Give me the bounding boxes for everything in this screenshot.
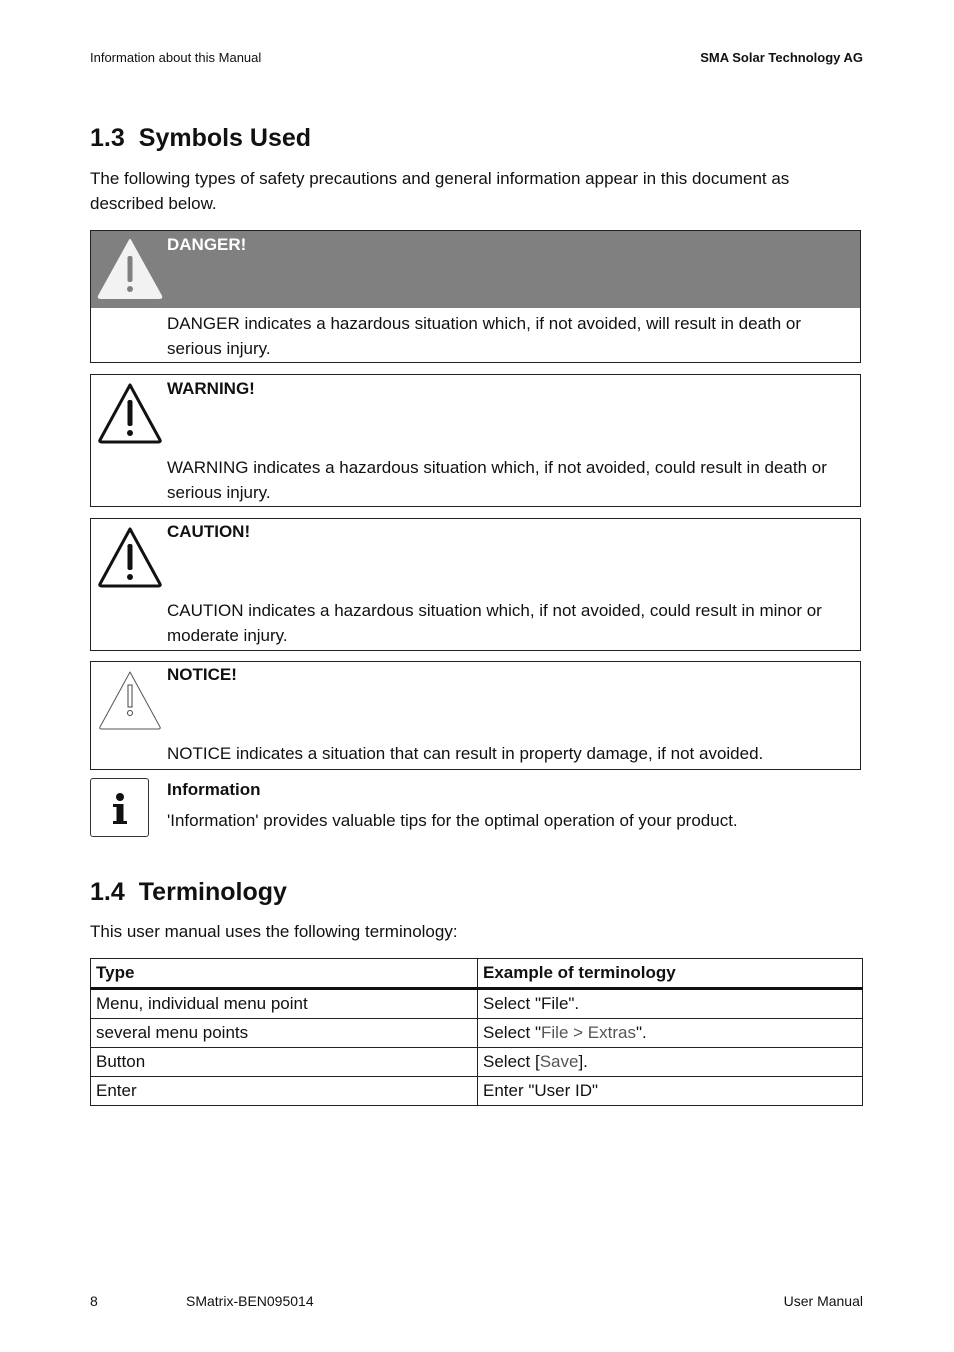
running-header-left: Information about this Manual	[90, 50, 262, 65]
caution-notice	[90, 518, 861, 651]
cell-type: Menu, individual menu point	[91, 989, 478, 1019]
cell-type: Enter	[91, 1077, 478, 1106]
notice-text: NOTICE indicates a situation that can result in property damage, if not avoided.	[167, 744, 764, 763]
page-number: 8	[90, 1293, 98, 1309]
table-header-row	[91, 959, 863, 989]
danger-text: DANGER indicates a hazardous situation which, if not avoided, will result in death or serious injury.	[167, 314, 802, 358]
warning-notice	[90, 374, 861, 507]
information-text: 'Information' provides valuable tips for the optimal operation of your product.	[167, 811, 738, 830]
warning-triangle-icon	[96, 236, 164, 305]
notice-title: NOTICE!	[167, 665, 237, 684]
danger-title: DANGER!	[167, 235, 247, 254]
example-menu-path: File > Extras	[541, 1023, 636, 1042]
example-text: Enter "User ID"	[483, 1081, 599, 1100]
cell-example	[478, 1077, 863, 1106]
cell-example	[478, 1048, 863, 1077]
section-heading-terminology	[90, 878, 287, 907]
information-title: Information	[167, 780, 261, 799]
notice-notice	[90, 661, 861, 770]
warning-title: WARNING!	[167, 379, 255, 398]
section-number: 1.4	[90, 878, 125, 906]
terminology-table	[90, 958, 863, 1106]
example-text: Select [	[483, 1052, 540, 1071]
example-text: ].	[578, 1052, 588, 1071]
info-icon	[90, 778, 149, 837]
running-header-right: SMA Solar Technology AG	[700, 50, 863, 65]
section-title: Symbols Used	[138, 124, 312, 152]
caution-title: CAUTION!	[167, 522, 251, 541]
section-title: Terminology	[138, 878, 287, 906]
table-row	[91, 1077, 863, 1106]
example-text: Select "File".	[483, 994, 580, 1013]
section-number: 1.3	[90, 124, 125, 152]
example-text: Select "	[483, 1023, 542, 1042]
warning-triangle-icon	[96, 380, 164, 449]
warning-triangle-icon	[96, 524, 164, 593]
table-row	[91, 989, 863, 1019]
information-notice	[90, 778, 861, 840]
example-button-name: Save	[539, 1052, 579, 1071]
section-heading-symbols	[90, 124, 311, 153]
symbols-intro: The following types of safety precautions and general information appear in this document as described below.	[90, 169, 790, 213]
document-id: SMatrix-BEN095014	[186, 1293, 314, 1309]
warning-text: WARNING indicates a hazardous situation which, if not avoided, could result in death or serious injury.	[167, 458, 827, 502]
cell-example	[478, 989, 863, 1019]
cell-type: Button	[91, 1048, 478, 1077]
danger-notice	[90, 230, 861, 363]
table-row	[91, 1048, 863, 1077]
caution-text: CAUTION indicates a hazardous situation which, if not avoided, could result in minor or moderate injury.	[167, 601, 822, 645]
table-row	[91, 1019, 863, 1048]
notice-triangle-icon	[96, 667, 164, 736]
cell-type: several menu points	[91, 1019, 478, 1048]
danger-band	[91, 231, 860, 308]
cell-example	[478, 1019, 863, 1048]
footer-document-type: User Manual	[783, 1293, 863, 1309]
column-header-example: Example of terminology	[478, 959, 863, 989]
column-header-type: Type	[91, 959, 478, 989]
example-text: ".	[635, 1023, 647, 1042]
terminology-intro: This user manual uses the following terminology:	[90, 922, 458, 941]
